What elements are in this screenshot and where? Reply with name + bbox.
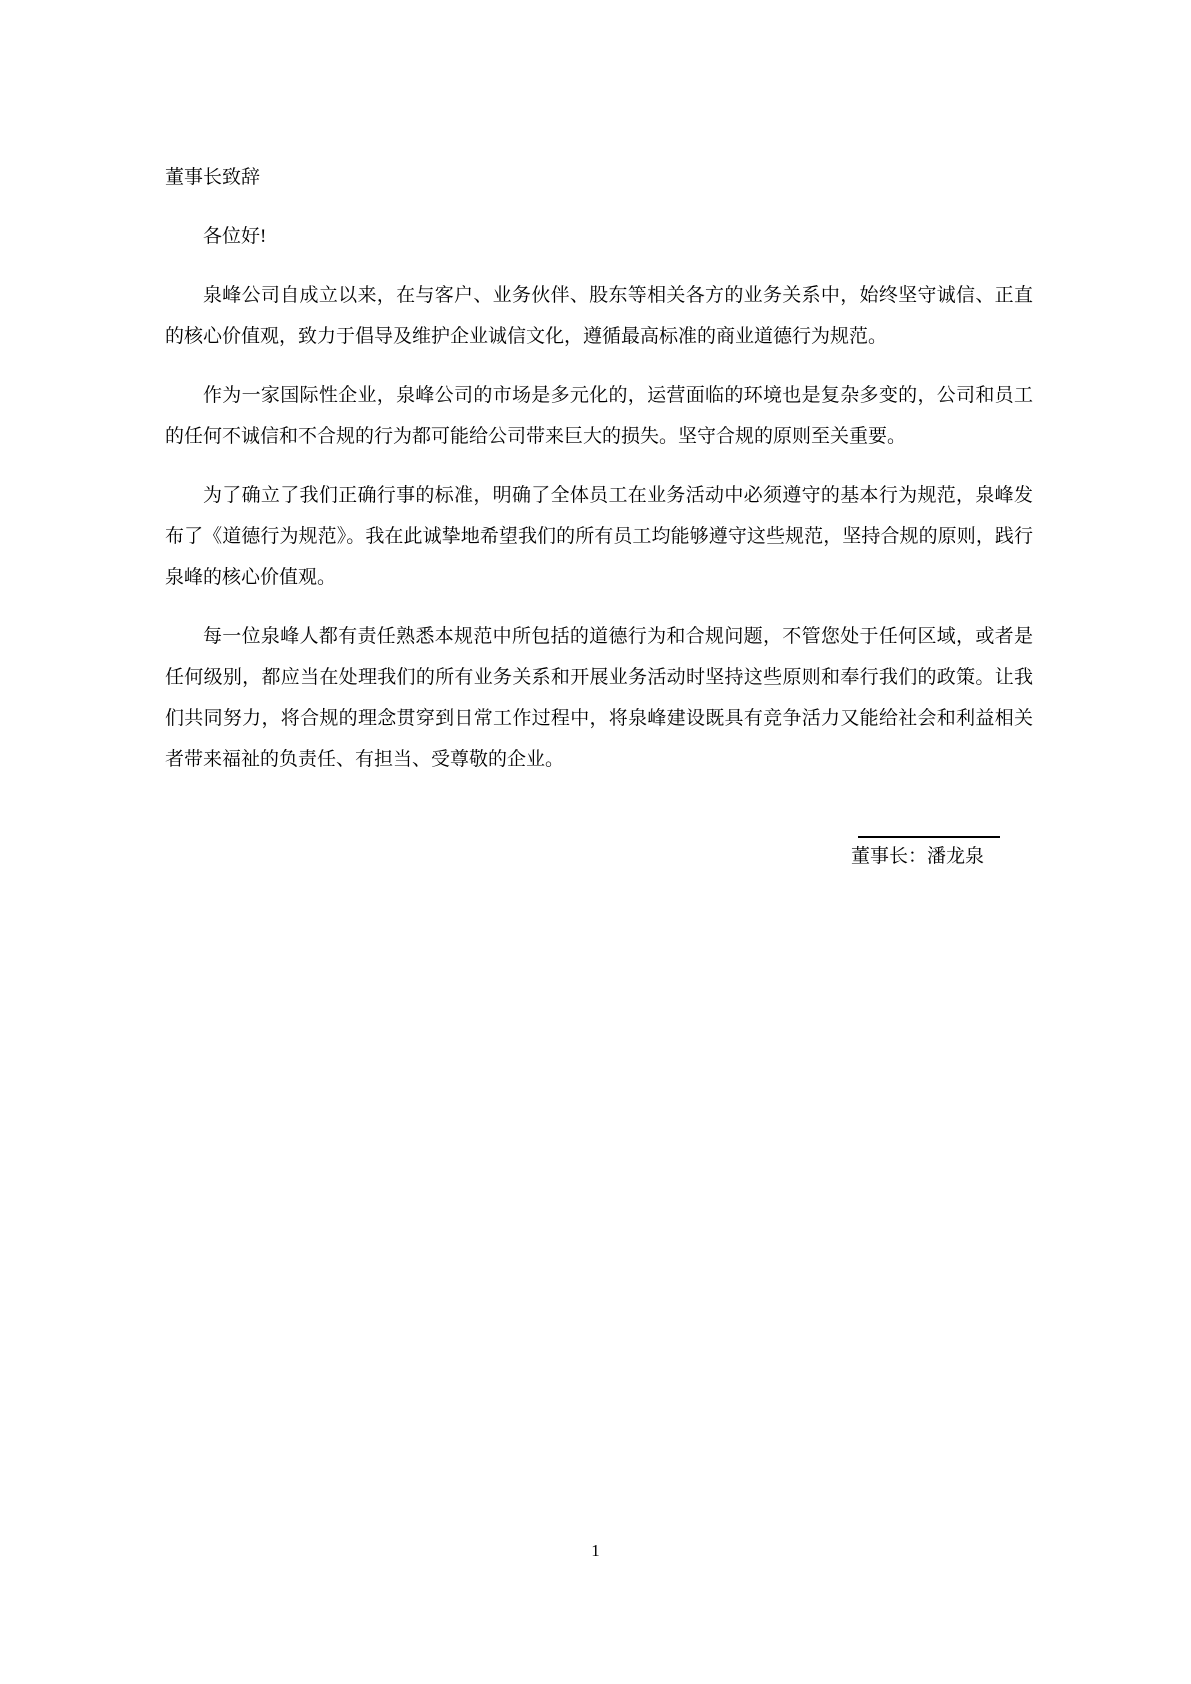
paragraph-2: 作为一家国际性企业，泉峰公司的市场是多元化的，运营面临的环境也是复杂多变的，公司和员工的任何不诚信和不合规的行为都可能给公司带来巨大的损失。坚守合规的原则至关重要。	[165, 385, 1033, 447]
greeting-line: 各位好!	[203, 226, 267, 247]
page-number: 1	[591, 1541, 600, 1560]
document-title: 董事长致辞	[165, 167, 261, 188]
paragraph-1: 泉峰公司自成立以来，在与客户、业务伙伴、股东等相关各方的业务关系中，始终坚守诚信、正直的核心价值观，致力于倡导及维护企业诚信文化，遵循最高标准的商业道德行为规范。	[165, 285, 1033, 347]
paragraph-3: 为了确立了我们正确行事的标准，明确了全体员工在业务活动中必须遵守的基本行为规范，泉峰发布了《道德行为规范》。我在此诚挚地希望我们的所有员工均能够遵守这些规范，坚持合规的原则，践行泉峰的核心价值观。	[165, 485, 1033, 588]
document-body	[165, 157, 1033, 872]
signature-text: 董事长：潘龙泉	[850, 846, 984, 867]
signature-line	[858, 836, 1000, 838]
paragraph-4: 每一位泉峰人都有责任熟悉本规范中所包括的道德行为和合规问题，不管您处于任何区域，或者是任何级别，都应当在处理我们的所有业务关系和开展业务活动时坚持这些原则和奉行我们的政策。让我们共同努力，将合规的理念贯穿到日常工作过程中，将泉峰建设既具有竞争活力又能给社会和利益相关者带来福祉的负责任、有担当、受尊敬的企业。	[165, 626, 1033, 770]
signature-block	[165, 836, 1033, 872]
